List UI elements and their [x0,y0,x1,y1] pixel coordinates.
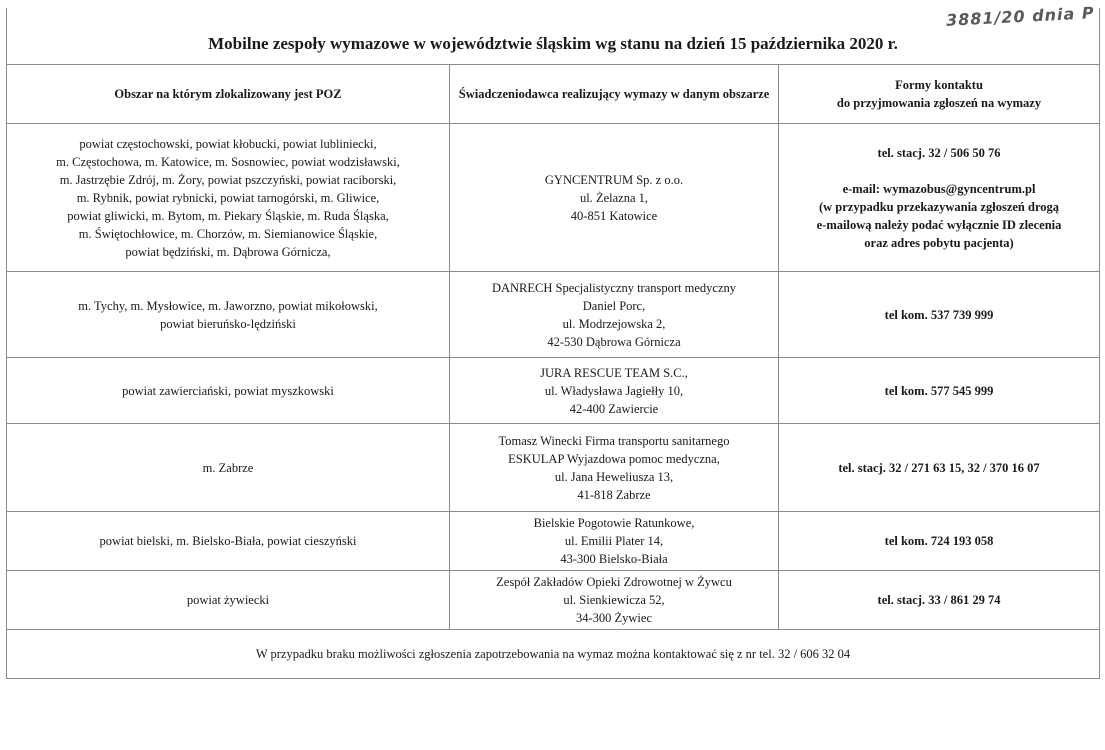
contact-cell [779,124,1100,272]
handwritten-registration-note: 3881/20 dnia P [945,3,1096,30]
area-cell: powiat zawierciański, powiat myszkowski [7,358,450,424]
provider-line: GYNCENTRUM Sp. z o.o. [544,172,684,187]
area-line: powiat częstochowski, powiat kłobucki, powiat lubliniecki, [79,136,377,151]
table-row [7,424,1100,512]
footer-row [7,630,1100,679]
document-sheet [6,3,1099,661]
provider-line: 41-818 Zabrze [577,487,651,502]
provider-cell [450,424,779,512]
provider-line: ul. Jana Heweliusza 13, [554,469,674,484]
title-cell [7,3,1100,65]
contact-note: e-mailową należy podać wyłącznie ID zlecenia [816,217,1062,232]
provider-cell [450,571,779,630]
provider-cell [450,512,779,571]
contact-cell: tel. stacj. 32 / 271 63 15, 32 / 370 16 07 [779,424,1100,512]
provider-line: ul. Emilii Plater 14, [564,534,664,548]
area-line: powiat gliwicki, m. Bytom, m. Piekary Śląskie, m. Ruda Śląska, [67,208,389,223]
provider-cell [450,358,779,424]
provider-cell [450,272,779,358]
swab-teams-table [6,3,1100,679]
area-line: m. Tychy, m. Mysłowice, m. Jaworzno, powiat mikołowski, [78,298,378,313]
footer-note: W przypadku braku możliwości zgłoszenia zapotrzebowania na wymaz można kontaktować się z nr tel. 32 / 606 32 04 [7,630,1100,679]
header-area: Obszar na którym zlokalizowany jest POZ [7,65,450,124]
table-row [7,124,1100,272]
provider-line: ul. Modrzejowska 2, [562,316,666,331]
provider-line: Daniel Porc, [582,298,646,313]
provider-cell [450,124,779,272]
provider-line: DANRECH Specjalistyczny transport medyczny [491,280,737,295]
provider-line: ul. Sienkiewicza 52, [563,593,665,607]
header-provider: Świadczeniodawca realizujący wymazy w danym obszarze [450,65,779,124]
contact-cell: tel kom. 724 193 058 [779,512,1100,571]
contact-email: e-mail: wymazobus@gyncentrum.pl [842,181,1036,196]
provider-line: 42-530 Dąbrowa Górnicza [547,334,681,349]
title-row [7,8,1100,65]
header-row [7,65,1100,124]
area-line: m. Jastrzębie Zdrój, m. Żory, powiat pszczyński, powiat raciborski, [59,172,397,187]
contact-spacer [785,162,1093,180]
document-title: Mobilne zespoły wymazowe w województwie śląskim wg stanu na dzień 15 października 2020 r. [208,34,898,53]
contact-note: oraz adres pobytu pacjenta) [864,235,1014,250]
area-line: m. Częstochowa, m. Katowice, m. Sosnowiec, powiat wodzisławski, [56,154,400,169]
table-row [7,571,1100,630]
contact-phone: tel. stacj. 32 / 506 50 76 [877,145,1001,160]
area-line: m. Rybnik, powiat rybnicki, powiat tarnogórski, m. Gliwice, [76,190,380,205]
contact-cell: tel. stacj. 33 / 861 29 74 [779,571,1100,630]
contact-cell: tel kom. 537 739 999 [779,272,1100,358]
area-line: powiat bieruńsko-lędziński [160,316,296,331]
area-cell [7,124,450,272]
provider-line: ESKULAP Wyjazdowa pomoc medyczna, [508,451,720,466]
provider-line: JURA RESCUE TEAM S.C., [540,365,688,380]
provider-line: Tomasz Winecki Firma transportu sanitarnego [498,433,730,448]
area-line: powiat będziński, m. Dąbrowa Górnicza, [125,244,331,259]
area-cell: m. Zabrze [7,424,450,512]
provider-line: Zespół Zakładów Opieki Zdrowotnej w Żywcu [496,575,732,589]
contact-note: (w przypadku przekazywania zgłoszeń drogą [818,199,1060,214]
provider-line: Bielskie Pogotowie Ratunkowe, [533,516,695,530]
provider-line: 40-851 Katowice [570,208,658,223]
header-contact-line: do przyjmowania zgłoszeń na wymazy [836,96,1042,110]
area-cell [7,272,450,358]
header-contact [779,65,1100,124]
contact-cell: tel kom. 577 545 999 [779,358,1100,424]
table-row [7,358,1100,424]
table-row [7,272,1100,358]
provider-line: ul. Żelazna 1, [579,190,649,205]
provider-line: 34-300 Żywiec [575,611,653,625]
header-contact-line: Formy kontaktu [895,78,983,92]
area-line: m. Świętochłowice, m. Chorzów, m. Siemianowice Śląskie, [78,226,378,241]
area-cell: powiat żywiecki [7,571,450,630]
provider-line: 42-400 Zawiercie [569,401,659,416]
provider-line: ul. Władysława Jagiełły 10, [544,383,684,398]
area-cell: powiat bielski, m. Bielsko-Biała, powiat cieszyński [7,512,450,571]
table-row [7,512,1100,571]
provider-line: 43-300 Bielsko-Biała [560,552,668,566]
